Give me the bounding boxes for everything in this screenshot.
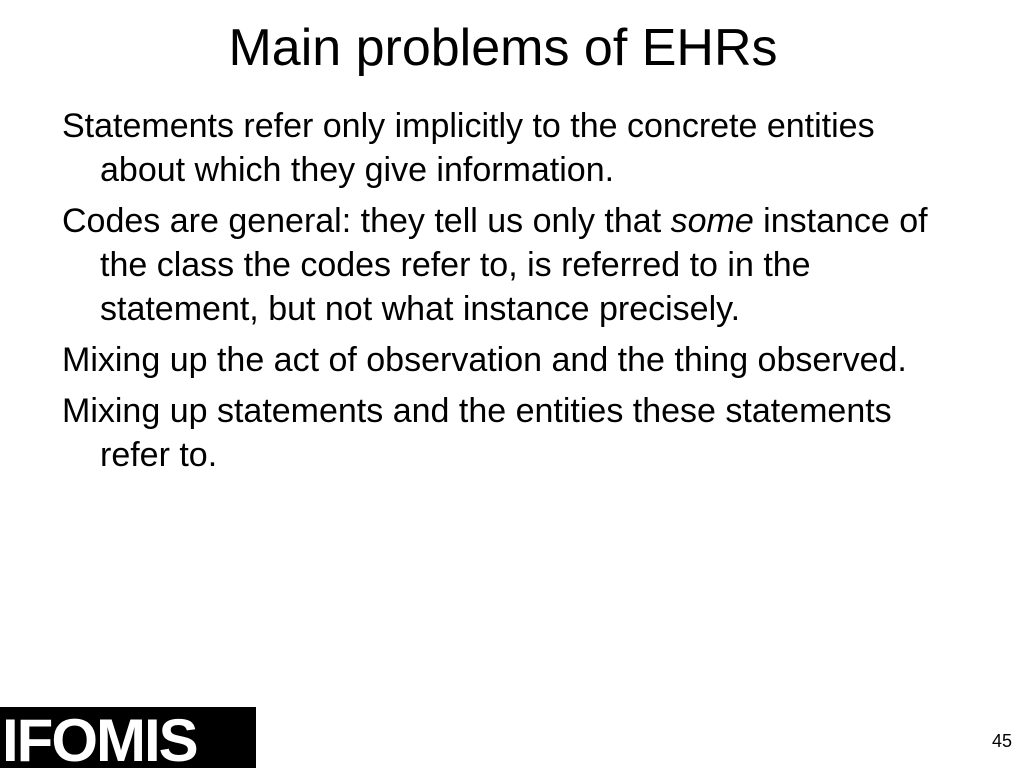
page-number: 45 [991, 731, 1012, 751]
ifomis-logo: IFOMIS [0, 707, 256, 768]
bullet-list [62, 104, 942, 484]
bullet-text-after: instance of the class the codes refer to, is referred to in the statement, but not what instance precisely. [100, 202, 928, 328]
bullet-item-2 [62, 199, 942, 331]
bullet-emphasis: some [670, 202, 754, 240]
bullet-item-3: Mixing up the act of observation and the thing observed. [62, 341, 907, 379]
slide-title: Main problems of EHRs [228, 19, 778, 77]
bullet-item-1: Statements refer only implicitly to the concrete entities about which they give information. [62, 107, 875, 189]
bullet-text-before: Codes are general: they tell us only that [62, 202, 671, 240]
bullet-item-4: Mixing up statements and the entities these statements refer to. [62, 392, 892, 474]
